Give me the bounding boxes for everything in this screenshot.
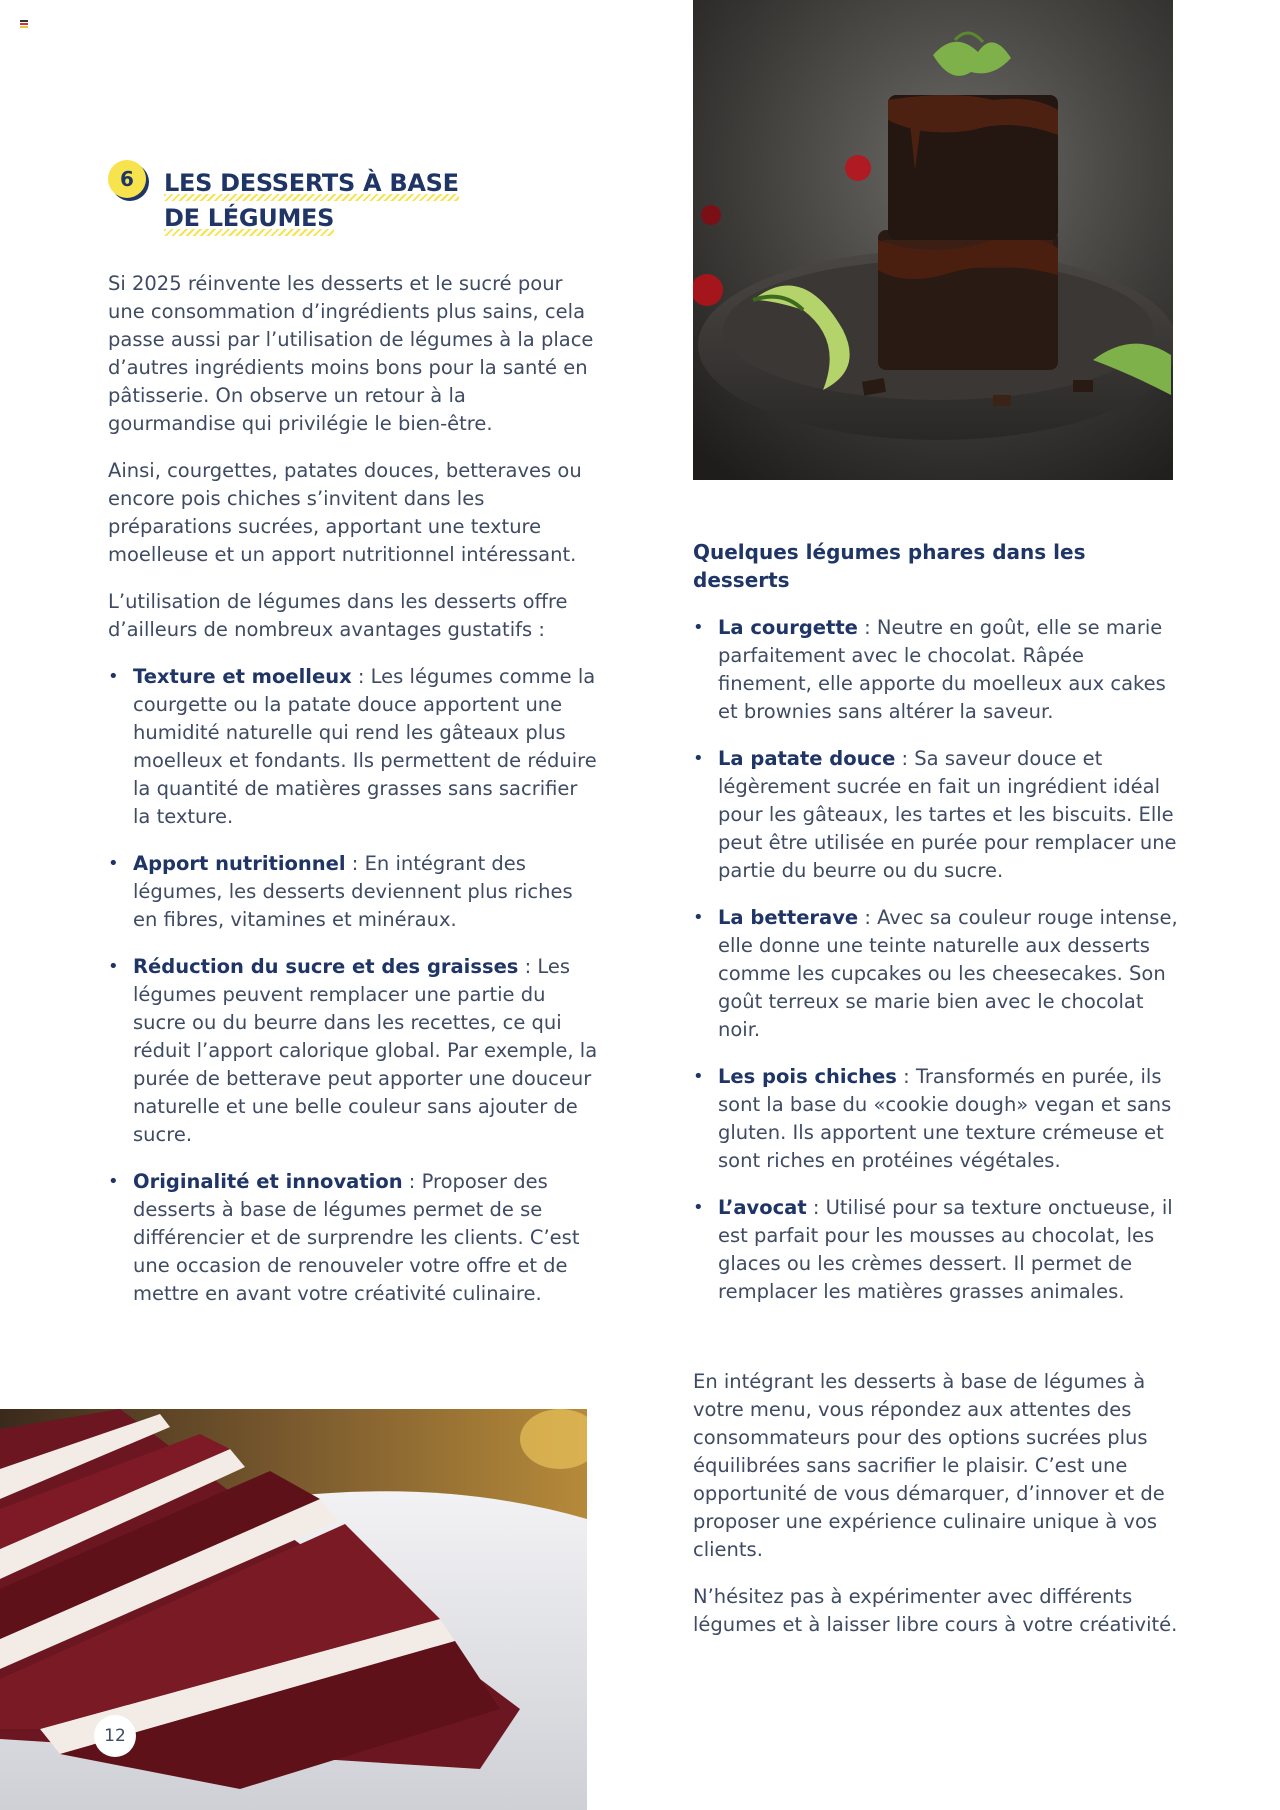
list-item	[693, 1063, 1183, 1175]
list-item-text: : Proposer des desserts à base de légumes permet de se différencier et de surprendre les clients. C’est une occasion de renouveler votre offre et de mettre en avant votre créativité culinaire.	[133, 1170, 580, 1305]
list-item-text: : Sa saveur douce et légèrement sucrée en fait un ingrédient idéal pour les gâteaux, les tartes et les biscuits. Elle peut être utilisée en purée pour remplacer une partie du beurre ou du sucre.	[718, 747, 1177, 882]
advantages-list	[108, 663, 598, 1308]
list-item-term: La betterave	[718, 906, 859, 929]
red-velvet-cake-photo	[0, 1409, 587, 1810]
list-item	[108, 1168, 598, 1308]
list-item-text: : Utilisé pour sa texture onctueuse, il est parfait pour les mousses au chocolat, les glaces ou les crèmes dessert. Il permet de remplacer les matières grasses animales.	[718, 1196, 1173, 1303]
list-item-text: : Les légumes peuvent remplacer une partie du sucre ou du beurre dans les recettes, ce qui réduit l’apport calorique global. Par exemple, la purée de betterave peut apporter une douceur naturelle et une belle couleur sans ajouter de sucre.	[133, 955, 598, 1146]
list-item-text: : En intégrant des légumes, les desserts deviennent plus riches en fibres, vitamines et minéraux.	[133, 852, 573, 931]
list-item-term: La courgette	[718, 616, 858, 639]
left-column	[108, 270, 598, 1327]
list-item	[108, 953, 598, 1149]
intro-paragraph: Ainsi, courgettes, patates douces, betteraves ou encore pois chiches s’invitent dans les préparations sucrées, apportant une texture moelleuse et un apport nutritionnel intéressant.	[108, 459, 582, 566]
section-number-badge: 6	[108, 160, 146, 198]
menu-icon[interactable]	[20, 20, 28, 27]
list-item-term: Originalité et innovation	[133, 1170, 403, 1193]
brownie-photo	[693, 0, 1173, 480]
list-item	[108, 663, 598, 831]
list-item	[693, 745, 1183, 885]
list-item	[693, 614, 1183, 726]
list-item-text: : Neutre en goût, elle se marie parfaitement avec le chocolat. Râpée finement, elle apporte du moelleux aux cakes et brownies sans altérer la saveur.	[718, 616, 1166, 723]
vegetables-list	[693, 614, 1183, 1306]
right-column	[693, 538, 1183, 1325]
list-item-text: : Avec sa couleur rouge intense, elle donne une teinte naturelle aux desserts comme les cupcakes ou les cheesecakes. Son goût terreux se marie bien avec le chocolat noir.	[718, 906, 1178, 1041]
closing-paragraph: N’hésitez pas à expérimenter avec différents légumes et à laisser libre cours à votre créativité.	[693, 1585, 1178, 1636]
list-item-term: La patate douce	[718, 747, 896, 770]
list-item	[693, 1194, 1183, 1306]
section-title-line2: DE LÉGUMES	[164, 201, 334, 236]
page-number: 12	[94, 1715, 136, 1757]
list-item-text: : Les légumes comme la courgette ou la patate douce apportent une humidité naturelle qui rend les gâteaux plus moelleux et fondants. Ils permettent de réduire la quantité de matières grasses sans sacrifier la texture.	[133, 665, 597, 828]
closing-paragraph: En intégrant les desserts à base de légumes à votre menu, vous répondez aux attentes des consommateurs pour des options sucrées plus équilibrées sans sacrifier le plaisir. C’est une opportunité de vous démarquer, d’innover et de proposer une expérience culinaire unique à vos clients.	[693, 1370, 1165, 1561]
list-item-term: Apport nutritionnel	[133, 852, 346, 875]
list-item-term: Les pois chiches	[718, 1065, 897, 1088]
list-item-text: : Transformés en purée, ils sont la base du «cookie dough» vegan et sans gluten. Ils apportent une texture crémeuse et sont riches en protéines végétales.	[718, 1065, 1172, 1172]
intro-paragraph: Si 2025 réinvente les desserts et le sucré pour une consommation d’ingrédients plus sains, cela passe aussi par l’utilisation de légumes à la place d’autres ingrédients moins bons pour la santé en pâtisserie. On observe un retour à la gourmandise qui privilégie le bien-être.	[108, 272, 594, 435]
vegetables-heading: Quelques légumes phares dans les desserts	[693, 540, 1086, 592]
list-item	[693, 904, 1183, 1044]
section-title	[164, 166, 504, 236]
closing-text	[693, 1368, 1183, 1658]
section-title-line1: LES DESSERTS À BASE	[164, 166, 459, 201]
intro-paragraph: L’utilisation de légumes dans les desserts offre d’ailleurs de nombreux avantages gustatifs :	[108, 590, 568, 641]
list-item	[108, 850, 598, 934]
list-item-term: Réduction du sucre et des graisses	[133, 955, 519, 978]
list-item-term: Texture et moelleux	[133, 665, 352, 688]
list-item-term: L’avocat	[718, 1196, 807, 1219]
